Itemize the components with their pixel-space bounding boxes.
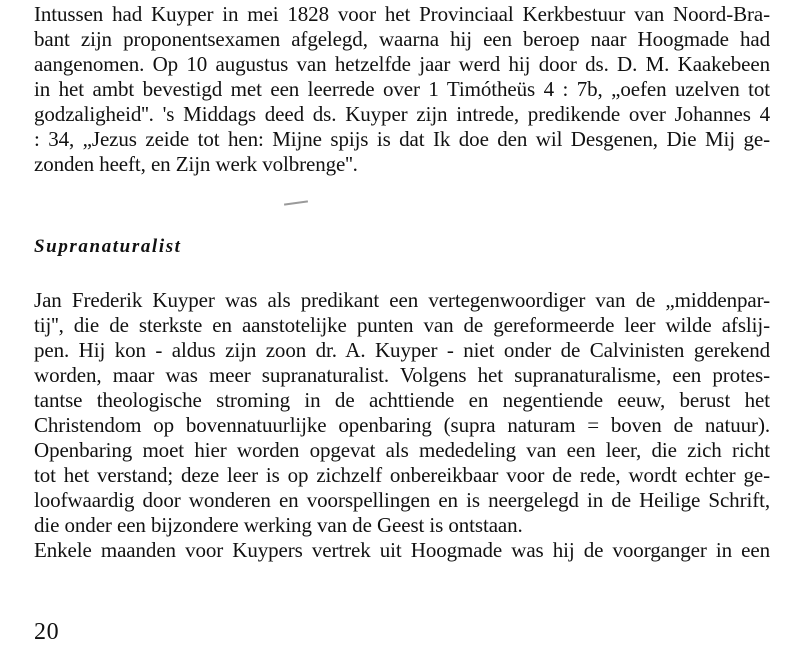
- paragraph-3-line-1: Enkele maanden voor Kuypers vertrek uit Hoogmade was hij de voorganger in een: [34, 538, 770, 562]
- paragraph-1-line-5: godzaligheid''. 's Middags deed ds. Kuyper zijn intrede, predikende over Johannes 4: [34, 102, 770, 126]
- paragraph-1-line-6: : 34, „Jezus zeide tot hen: Mijne spijs is dat Ik doe den wil Desgenen, Die Mij ge-: [34, 127, 770, 151]
- paragraph-2-line-1: Jan Frederik Kuyper was als predikant een vertegenwoordiger van de „middenpar-: [34, 288, 770, 312]
- paragraph-1-line-3: aangenomen. Op 10 augustus van hetzelfde jaar werd hij door ds. D. M. Kaakebeen: [34, 52, 770, 76]
- paragraph-2-line-10: die onder een bijzondere werking van de Geest is ontstaan.: [34, 513, 523, 537]
- paragraph-2-line-6: Christendom op bovennatuurlijke openbaring (supra naturam = boven de natuur).: [34, 413, 770, 437]
- paragraph-2-line-9: loofwaardig door wonderen en voorspellingen en is neergelegd in de Heilige Schrift,: [34, 488, 770, 512]
- paragraph-1-line-2: bant zijn proponentsexamen afgelegd, waarna hij een beroep naar Hoogmade had: [34, 27, 770, 51]
- paragraph-2-line-8: tot het verstand; deze leer is op zichzelf onbereikbaar voor de rede, wordt echter ge-: [34, 463, 770, 487]
- section-heading: Supranaturalist: [34, 236, 182, 257]
- paragraph-1-line-1: Intussen had Kuyper in mei 1828 voor het Provinciaal Kerkbestuur van Noord-Bra-: [34, 2, 770, 26]
- page-number: 20: [34, 619, 60, 645]
- paragraph-1-line-4: in het ambt bevestigd met een leerrede over 1 Timótheüs 4 : 7b, „oefen uzelven tot: [34, 77, 770, 101]
- paragraph-2-line-4: worden, maar was meer supranaturalist. Volgens het supranaturalisme, een protes-: [34, 363, 770, 387]
- ink-mark: [284, 200, 308, 205]
- paragraph-2-line-2: tij'', die de sterkste en aanstotelijke punten van de gereformeerde leer wilde afslij-: [34, 313, 770, 337]
- paragraph-2-line-5: tantse theologische stroming in de achttiende en negentiende eeuw, berust het: [34, 388, 770, 412]
- paragraph-1-line-7: zonden heeft, en Zijn werk volbrenge''.: [34, 152, 358, 176]
- paragraph-2-line-3: pen. Hij kon - aldus zijn zoon dr. A. Kuyper - niet onder de Calvinisten gerekend: [34, 338, 770, 362]
- paragraph-2-line-7: Openbaring moet hier worden opgevat als mededeling van een leer, die zich richt: [34, 438, 770, 462]
